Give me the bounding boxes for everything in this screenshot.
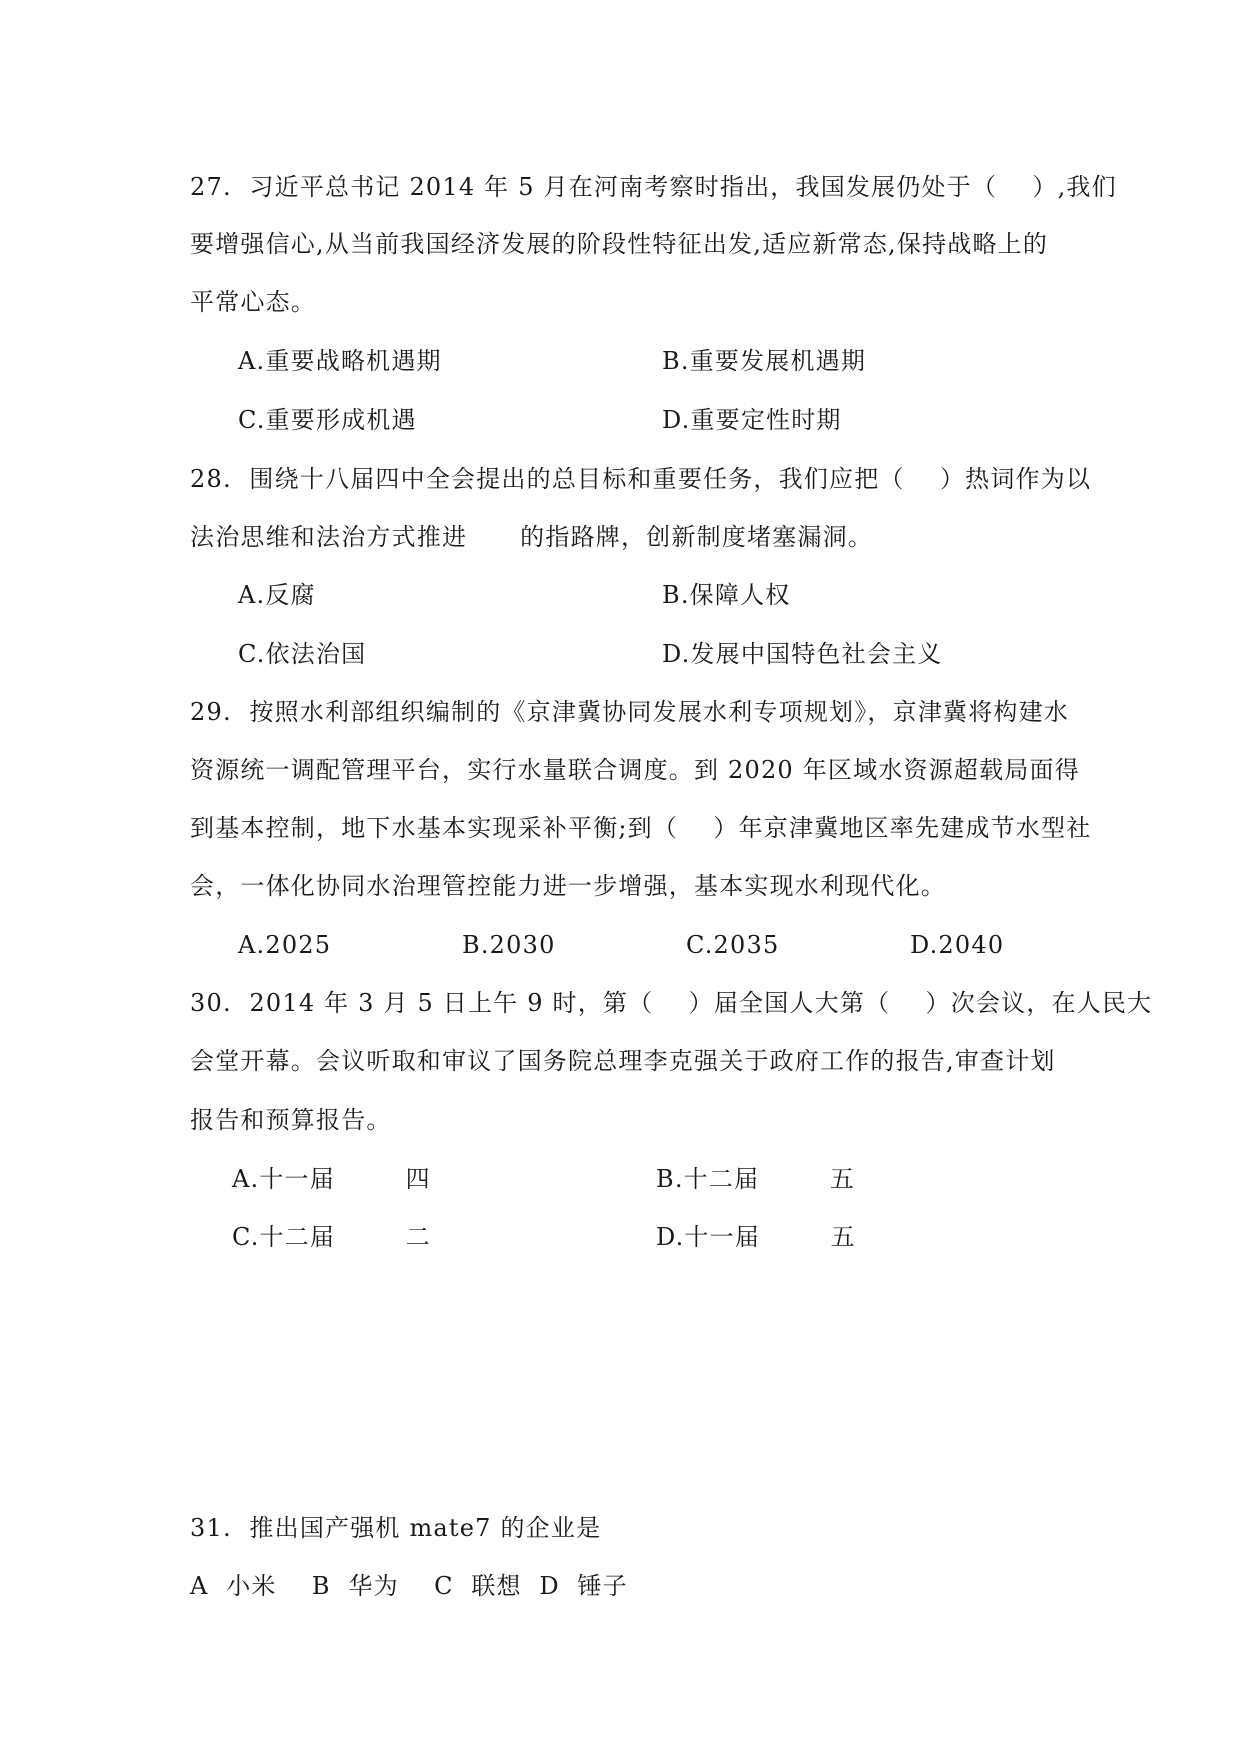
option-c: C.2035 <box>686 931 780 959</box>
option-a: A.十一届 四 <box>232 1165 431 1193</box>
option-a: A.2025 <box>238 931 332 959</box>
option-d: D.重要定性时期 <box>662 406 842 434</box>
question-text-line: 资源统一调配管理平台，实行水量联合调度。到 2020 年区域水资源超载局面得 <box>190 756 1080 784</box>
question-text-line: 法治思维和法治方式推进 的指路牌，创新制度堵塞漏洞。 <box>190 523 873 551</box>
question-text-line: 29. 按照水利部组织编制的《京津冀协同发展水利专项规划》，京津冀将构建水 <box>190 698 1070 726</box>
question-text-line: 报告和预算报告。 <box>190 1106 392 1134</box>
question-text-line: 平常心态。 <box>190 288 316 316</box>
question-text-line: 30. 2014 年 3 月 5 日上午 9 时，第（ ）届全国人大第（ ）次会议，在人民大 <box>190 989 1153 1017</box>
question-text-line: 27. 习近平总书记 2014 年 5 月在河南考察时指出，我国发展仍处于（ ）,我们 <box>190 173 1117 201</box>
question-text-line: 会堂开幕。会议听取和审议了国务院总理李克强关于政府工作的报告,审查计划 <box>190 1047 1056 1075</box>
question-options-line: A 小米 B 华为 C 联想 D 锤子 <box>190 1572 628 1600</box>
question-text-line: 到基本控制，地下水基本实现采补平衡;到（ ）年京津冀地区率先建成节水型社 <box>190 814 1092 842</box>
option-a: A.反腐 <box>238 581 316 609</box>
option-b: B.重要发展机遇期 <box>662 347 867 375</box>
question-text-line: 31. 推出国产强机 mate7 的企业是 <box>190 1514 602 1542</box>
option-a: A.重要战略机遇期 <box>238 347 442 375</box>
question-text-line: 28. 围绕十八届四中全会提出的总目标和重要任务，我们应把（ ）热词作为以 <box>190 465 1092 493</box>
option-b: B.十二届 五 <box>656 1165 856 1193</box>
option-b: B.保障人权 <box>662 581 791 609</box>
option-c: C.十二届 二 <box>232 1223 431 1251</box>
option-d: D.十一届 五 <box>656 1223 856 1251</box>
option-d: D.2040 <box>910 931 1005 959</box>
option-d: D.发展中国特色社会主义 <box>662 640 943 668</box>
option-c: C.重要形成机遇 <box>238 406 417 434</box>
option-b: B.2030 <box>462 931 556 959</box>
question-text-line: 要增强信心,从当前我国经济发展的阶段性特征出发,适应新常态,保持战略上的 <box>190 230 1049 258</box>
question-text-line: 会，一体化协同水治理管控能力进一步增强，基本实现水利现代化。 <box>190 872 946 900</box>
option-c: C.依法治国 <box>238 640 367 668</box>
